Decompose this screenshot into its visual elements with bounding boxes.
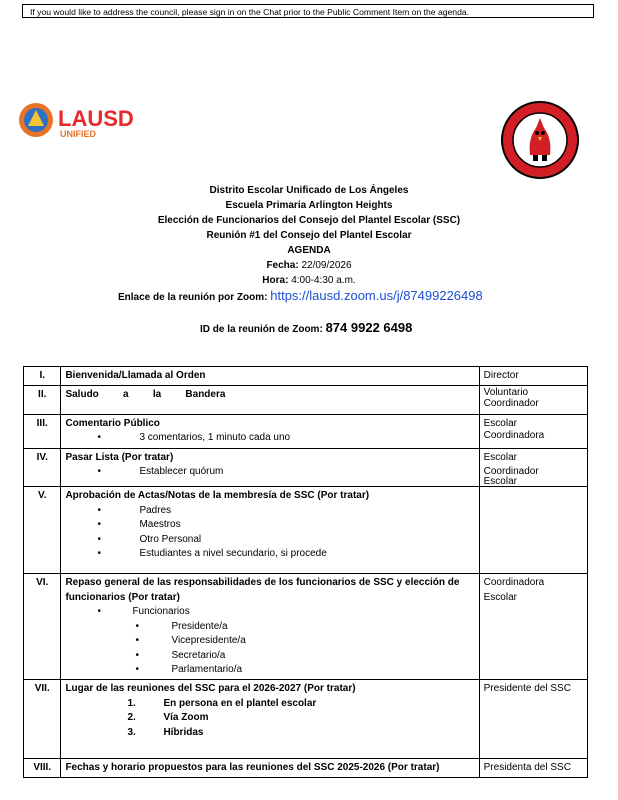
item-number: I.	[24, 367, 61, 386]
list-item: • Funcionarios	[65, 605, 474, 619]
presenter-line: Escolar	[483, 451, 517, 463]
item-content	[61, 448, 479, 487]
item-content	[61, 680, 479, 759]
item-title: Aprobación de Actas/Notas de la membresía de SSC (Por tratar)	[65, 490, 370, 502]
agenda-row	[24, 574, 588, 680]
item-word: a	[123, 389, 129, 401]
item-number: IV.	[24, 448, 61, 487]
item-presenter	[479, 487, 587, 574]
list-item: 2. Vía Zoom	[127, 712, 209, 724]
zoom-id-value: 874 9922 6498	[325, 320, 413, 335]
item-presenter: Director	[479, 367, 587, 386]
list-item: • Padres	[65, 504, 474, 518]
meeting-header	[0, 183, 618, 288]
item-word: Saludo	[65, 389, 99, 401]
item-number: III.	[24, 414, 61, 448]
meeting-title: Elección de Funcionarios del Consejo del Plantel Escolar (SSC)	[157, 215, 461, 226]
lausd-logo-subtext: UNIFIED	[60, 129, 96, 139]
presenter-line: Voluntario	[483, 387, 529, 399]
lausd-logo-text: LAUSD	[58, 106, 134, 131]
list-item: • Maestros	[65, 518, 474, 532]
presenter-line: Coordinador	[483, 398, 539, 410]
zoom-link-line	[118, 288, 483, 303]
list-item: • 3 comentarios, 1 minuto cada uno	[65, 431, 474, 445]
agenda-row	[24, 680, 588, 759]
list-subitem: • Vicepresidente/a	[65, 634, 474, 648]
item-number: VII.	[24, 680, 61, 759]
time-label: Hora:	[262, 275, 289, 286]
item-word: Bandera	[185, 389, 226, 401]
list-item: • Establecer quórum	[65, 465, 474, 479]
item-content	[61, 574, 479, 680]
list-subitem: • Secretario/a	[65, 649, 474, 663]
agenda-row	[24, 487, 588, 574]
list-item: 3. Híbridas	[127, 726, 204, 738]
presenter-line: Escolar	[483, 417, 517, 429]
item-content	[61, 487, 479, 574]
list-subitem: • Presidente/a	[65, 620, 474, 634]
item-number: V.	[24, 487, 61, 574]
item-number: VIII.	[24, 758, 61, 777]
presenter-line: Coordinadora	[483, 430, 545, 442]
item-title: Bienvenida/Llamada al Orden	[61, 367, 479, 386]
public-comment-notice: If you would like to address the council, please sign in on the Chat prior to the Public Comment Item on the agenda.	[22, 4, 594, 18]
agenda-heading: AGENDA	[287, 245, 331, 256]
item-title: Lugar de las reuniones del SSC para el 2026-2027 (Por tratar)	[65, 683, 356, 695]
meeting-number: Reunión #1 del Consejo del Plantel Escolar	[206, 230, 412, 241]
item-presenter	[479, 386, 587, 414]
agenda-table	[23, 366, 588, 778]
school-seal-logo	[500, 100, 580, 180]
time-value: 4:00-4:30 a.m.	[291, 275, 356, 286]
list-item: • Estudiantes a nivel secundario, si procede	[65, 547, 474, 561]
lausd-logo	[18, 100, 158, 140]
item-presenter	[479, 574, 587, 680]
item-word: la	[152, 389, 162, 401]
item-number: VI.	[24, 574, 61, 680]
zoom-link-label: Enlace de la reunión por Zoom:	[118, 292, 268, 303]
date-value: 22/09/2026	[301, 260, 352, 271]
item-title: Comentario Público	[65, 417, 160, 429]
item-title: Repaso general de las responsabilidades de los funcionarios de SSC y elección de funcionarios (Por tratar)	[65, 577, 460, 603]
meeting-date	[0, 258, 618, 273]
item-presenter	[479, 448, 587, 487]
agenda-row	[24, 367, 588, 386]
district-name: Distrito Escolar Unificado de Los Ángeles	[209, 185, 409, 196]
presenter-line: Escolar	[483, 591, 517, 603]
item-title	[61, 386, 479, 414]
list-item: • Otro Personal	[65, 533, 474, 547]
presenter-line: Coordinadora	[483, 577, 545, 589]
date-label: Fecha:	[266, 260, 299, 271]
item-presenter	[479, 414, 587, 448]
presenter-line: Coordinador	[483, 466, 539, 478]
zoom-link[interactable]: https://lausd.zoom.us/j/87499226498	[270, 288, 483, 303]
item-content	[61, 414, 479, 448]
agenda-row	[24, 448, 588, 487]
agenda-row	[24, 414, 588, 448]
agenda-row	[24, 758, 588, 777]
zoom-id-label: ID de la reunión de Zoom:	[200, 324, 323, 335]
list-subitem: • Parlamentario/a	[65, 663, 474, 677]
zoom-id-line	[200, 320, 412, 335]
item-title: Pasar Lista (Por tratar)	[65, 451, 174, 463]
item-presenter: Presidenta del SSC	[479, 758, 587, 777]
presenter-line: Escolar	[483, 476, 517, 488]
meeting-time	[0, 273, 618, 288]
item-title: Fechas y horario propuestos para las reuniones del SSC 2025-2026 (Por tratar)	[61, 758, 479, 777]
list-item: 1. En persona en el plantel escolar	[127, 697, 317, 709]
agenda-row	[24, 386, 588, 414]
school-name: Escuela Primaria Arlington Heights	[225, 200, 393, 211]
item-presenter: Presidente del SSC	[479, 680, 587, 759]
item-number: II.	[24, 386, 61, 414]
